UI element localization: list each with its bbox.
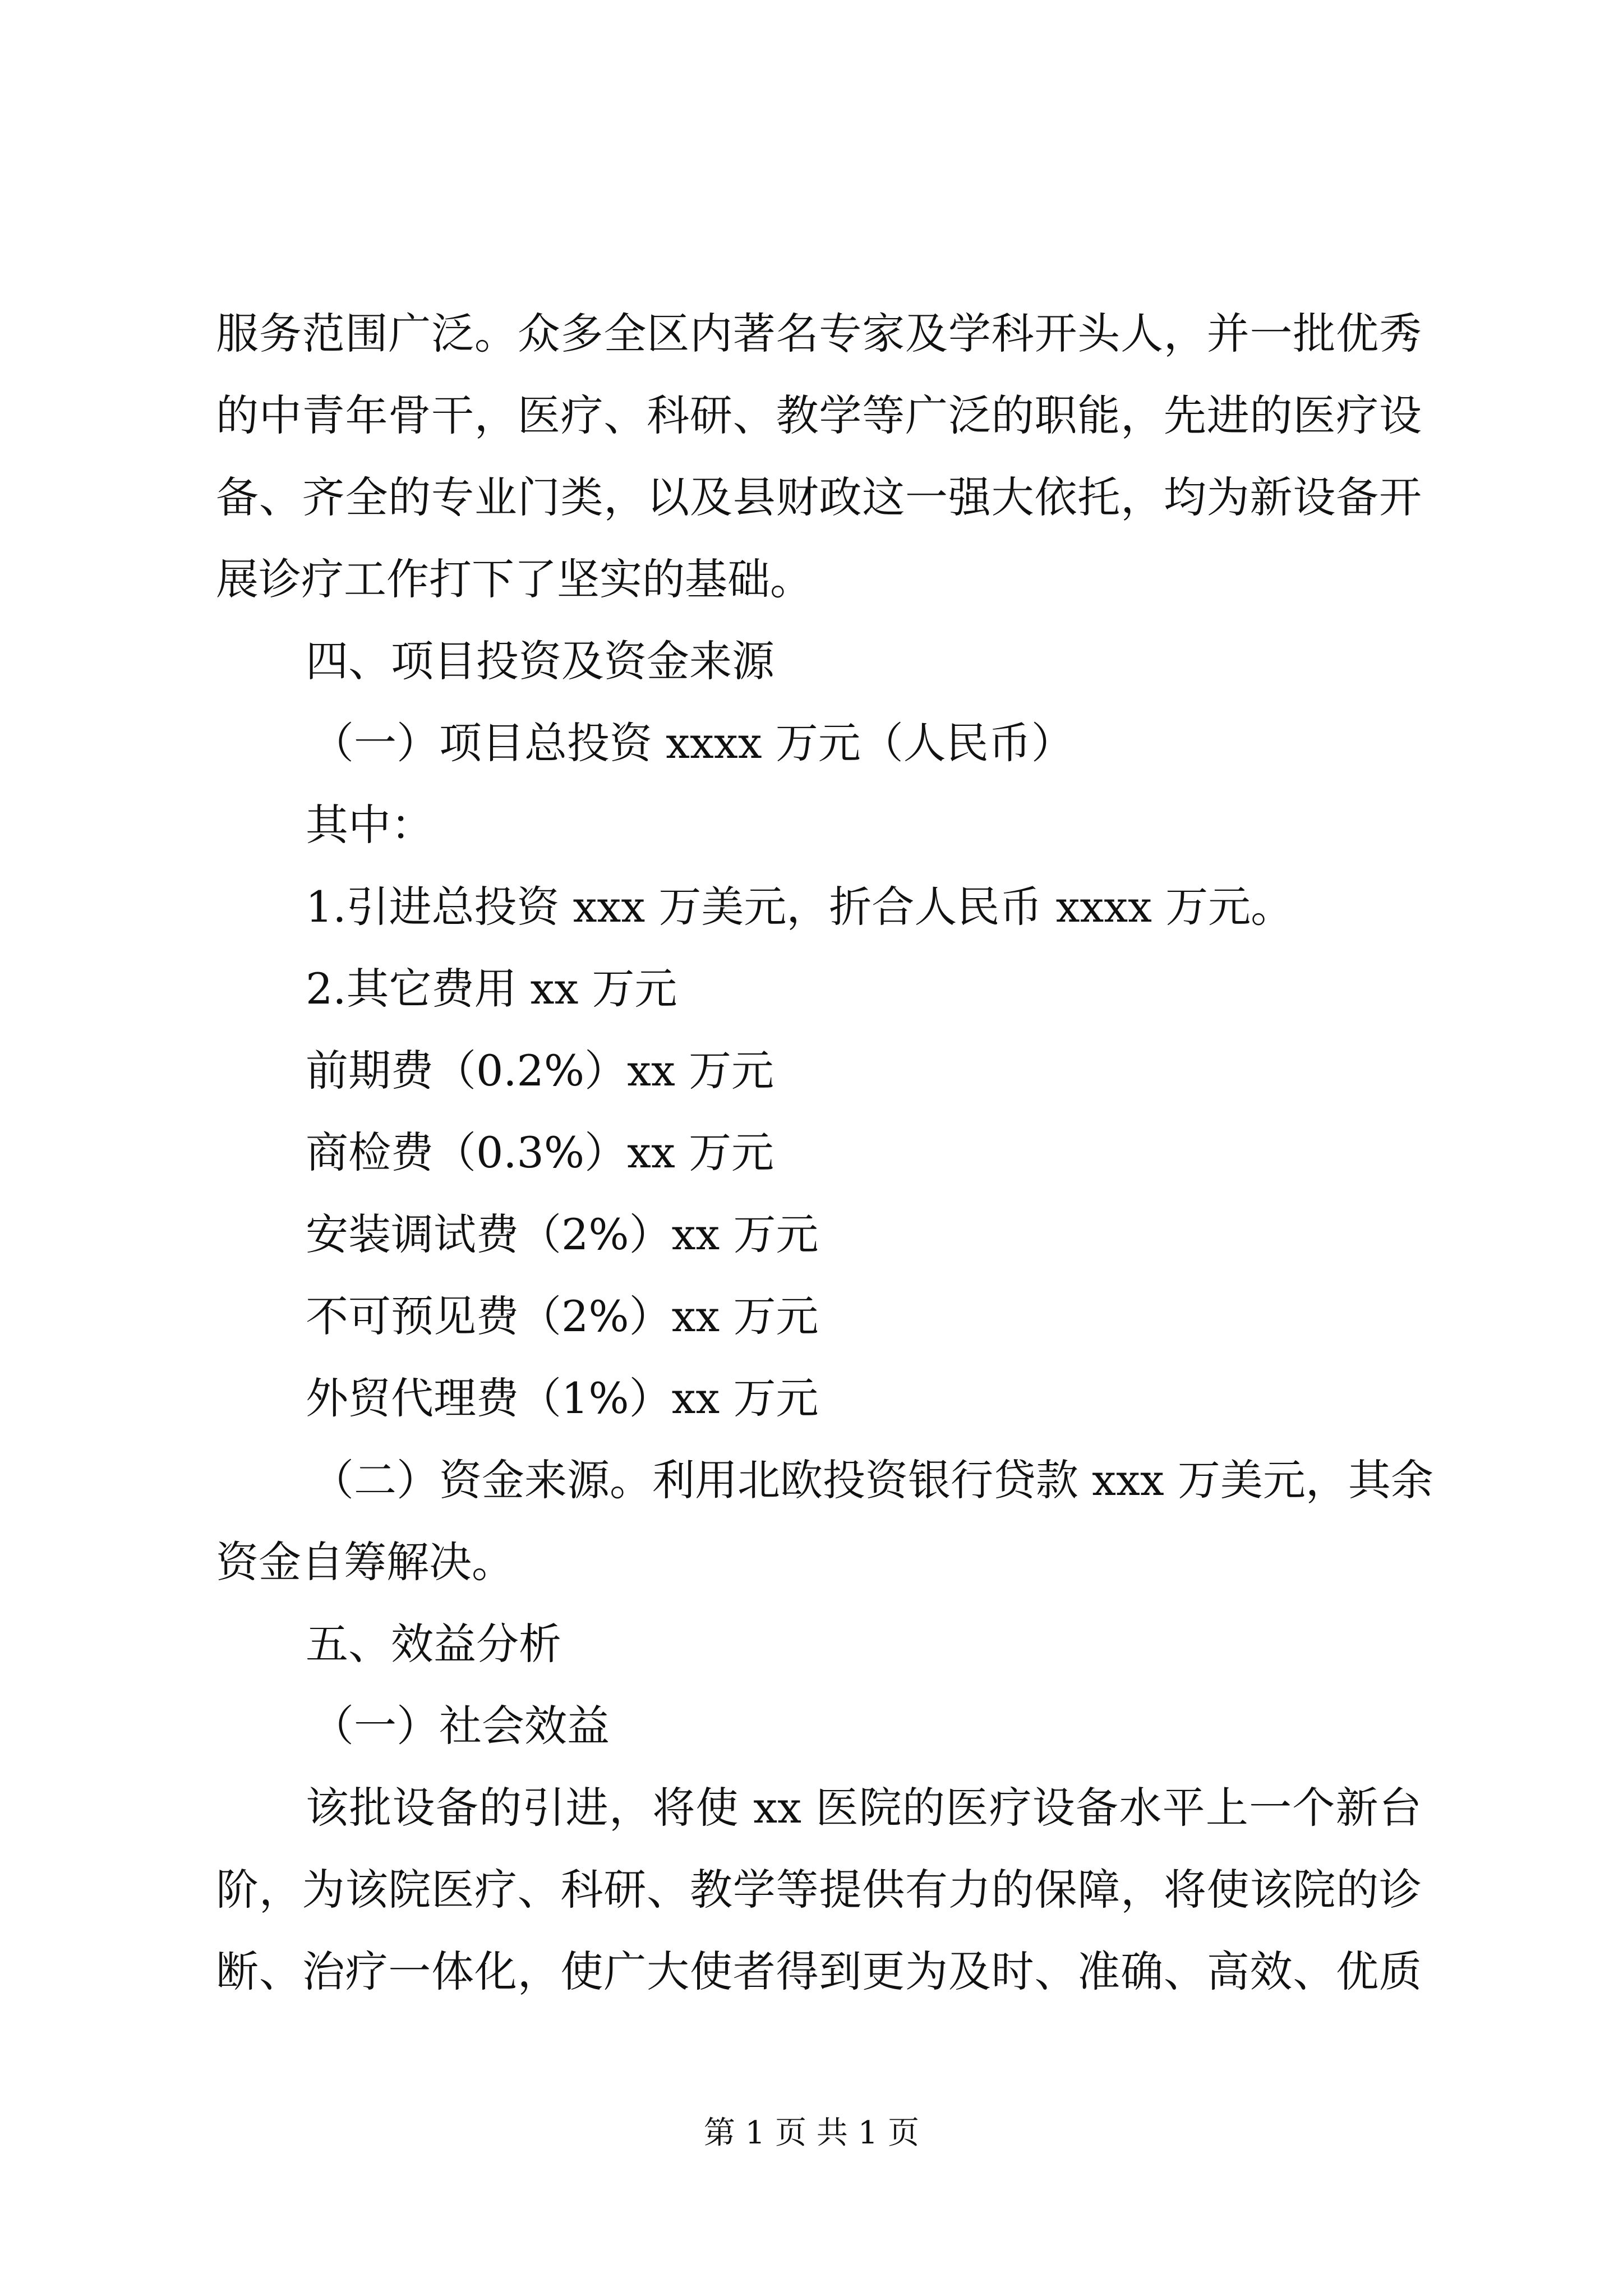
body-line-3: 备、齐全的专业门类，以及县财政这一强大依托，均为新设备开 bbox=[216, 472, 1422, 522]
body-line-benefit-1: 该批设备的引进，将使 xx 医院的医疗设备水平上一个新台 bbox=[306, 1783, 1422, 1833]
subheading-social-benefit: （一）社会效益 bbox=[311, 1701, 610, 1751]
section-heading-5: 五、效益分析 bbox=[306, 1619, 561, 1669]
page-footer: 第 1 页 共 1 页 bbox=[703, 2115, 920, 2151]
body-line-2: 的中青年骨干，医疗、科研、教学等广泛的职能，先进的医疗设 bbox=[216, 390, 1422, 440]
body-line-4: 展诊疗工作打下了坚实的基础。 bbox=[216, 554, 813, 604]
list-item-1: 1.引进总投资 xxx 万美元，折合人民币 xxxx 万元。 bbox=[306, 882, 1294, 932]
fee-installation: 安装调试费（2%）xx 万元 bbox=[306, 1209, 819, 1259]
subheading-total-investment: （一）项目总投资 xxxx 万元（人民币） bbox=[311, 718, 1074, 768]
body-line-funding-cont: 资金自筹解决。 bbox=[216, 1537, 514, 1587]
list-item-2: 2.其它费用 xx 万元 bbox=[306, 964, 677, 1014]
fee-inspection: 商检费（0.3%）xx 万元 bbox=[306, 1128, 774, 1177]
fee-agency: 外贸代理费（1%）xx 万元 bbox=[306, 1373, 819, 1423]
body-line-1: 服务范围广泛。众多全区内著名专家及学科开头人，并一批优秀 bbox=[216, 309, 1422, 358]
section-heading-4: 四、项目投资及资金来源 bbox=[306, 636, 774, 686]
body-line-benefit-2: 阶，为该院医疗、科研、教学等提供有力的保障，将使该院的诊 bbox=[216, 1865, 1422, 1915]
body-line-among: 其中： bbox=[306, 800, 434, 850]
fee-preliminary: 前期费（0.2%）xx 万元 bbox=[306, 1046, 774, 1096]
subheading-funding-source: （二）资金来源。利用北欧投资银行贷款 xxx 万美元，其余 bbox=[311, 1455, 1433, 1505]
fee-unforeseen: 不可预见费（2%）xx 万元 bbox=[306, 1291, 819, 1341]
body-line-benefit-3: 断、治疗一体化，使广大使者得到更为及时、准确、高效、优质 bbox=[216, 1947, 1422, 1996]
